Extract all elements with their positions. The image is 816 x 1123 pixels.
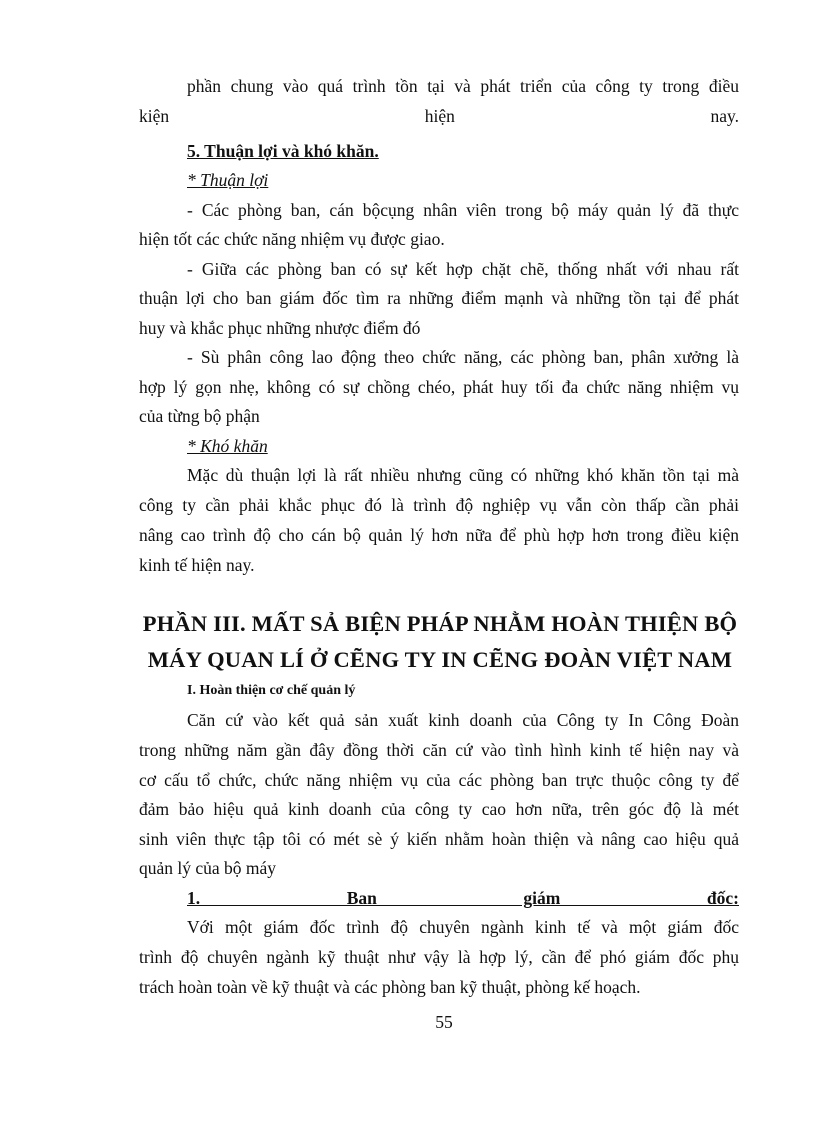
- body-line: trình độ chuyên ngành kỹ thuật như vậy là hợp lý, cần để phó giám đốc phụ: [139, 947, 739, 967]
- body-line: Mặc dù thuận lợi là rất nhiều nhưng cũng có những khó khăn tồn tại mà: [187, 465, 739, 485]
- body-line: kiện hiện nay.: [139, 106, 739, 126]
- board-of-directors-heading: 1. Ban giám đốc:: [187, 888, 739, 908]
- body-line: thuận lợi cho ban giám đốc tìm ra những điểm mạnh và những tồn tại để phát: [139, 288, 739, 308]
- body-line: hiện tốt các chức năng nhiệm vụ được giao.: [139, 229, 445, 249]
- body-line: huy và khắc phục những nhược điểm đó: [139, 318, 421, 338]
- body-line: sinh viên thực tập tôi có mét sè ý kiến nhằm hoàn thiện và nâng cao hiệu quả: [139, 829, 739, 849]
- subheading-advantages: * Thuận lợi: [187, 170, 269, 190]
- part-title: MÁY QUAN LÍ Ở CẼNG TY IN CẼNG ĐOÀN VIỆT NAM: [147, 647, 733, 672]
- body-line: - Các phòng ban, cán bộcụng nhân viên trong bộ máy quản lý đã thực: [187, 200, 739, 220]
- subheading-difficulties: * Khó khăn: [187, 436, 268, 456]
- body-line: trách hoàn toàn về kỹ thuật và các phòng ban kỹ thuật, phòng kế hoạch.: [139, 977, 641, 997]
- body-line: hợp lý gọn nhẹ, không có sự chồng chéo, phát huy tối đa chức năng nhiệm vụ: [139, 377, 739, 397]
- body-line: của từng bộ phận: [139, 406, 260, 426]
- section-heading: 5. Thuận lợi và khó khăn.: [187, 141, 379, 161]
- body-line: Căn cứ vào kết quả sản xuất kinh doanh của Công ty In Công Đoàn: [187, 710, 739, 730]
- body-line: kinh tế hiện nay.: [139, 555, 255, 575]
- body-line: - Giữa các phòng ban có sự kết hợp chặt chẽ, thống nhất với nhau rất: [187, 259, 739, 279]
- body-line: trong những năm gần đây đồng thời căn cứ vào tình hình kinh tế hiện nay và: [139, 740, 739, 760]
- page-number: 55: [435, 1012, 453, 1032]
- body-line: công ty cần phải khắc phục đó là trình độ nghiệp vụ vẫn còn thấp cần phải: [139, 495, 739, 515]
- body-line: Với một giám đốc trình độ chuyên ngành kinh tế và một giám đốc: [187, 917, 739, 937]
- part-title: PHẦN III. MẤT SẢ BIỆN PHÁP NHẰM HOÀN THIỆN BỘ: [142, 611, 738, 636]
- body-line: cơ cấu tổ chức, chức năng nhiệm vụ của các phòng ban trực thuộc công ty để: [139, 770, 739, 790]
- body-line: quản lý của bộ máy: [139, 858, 277, 878]
- body-line: đảm bảo hiệu quả kinh doanh của công ty cao hơn nữa, trên góc độ là mét: [139, 799, 739, 819]
- body-line: phần chung vào quá trình tồn tại và phát triển của công ty trong điều: [187, 76, 739, 96]
- section-i-heading: I. Hoàn thiện cơ chế quản lý: [187, 683, 356, 698]
- body-line: nâng cao trình độ cho cán bộ quản lý hơn nữa để phù hợp hơn trong điều kiện: [139, 525, 739, 545]
- body-line: - Sù phân công lao động theo chức năng, các phòng ban, phân xưởng là: [187, 347, 739, 367]
